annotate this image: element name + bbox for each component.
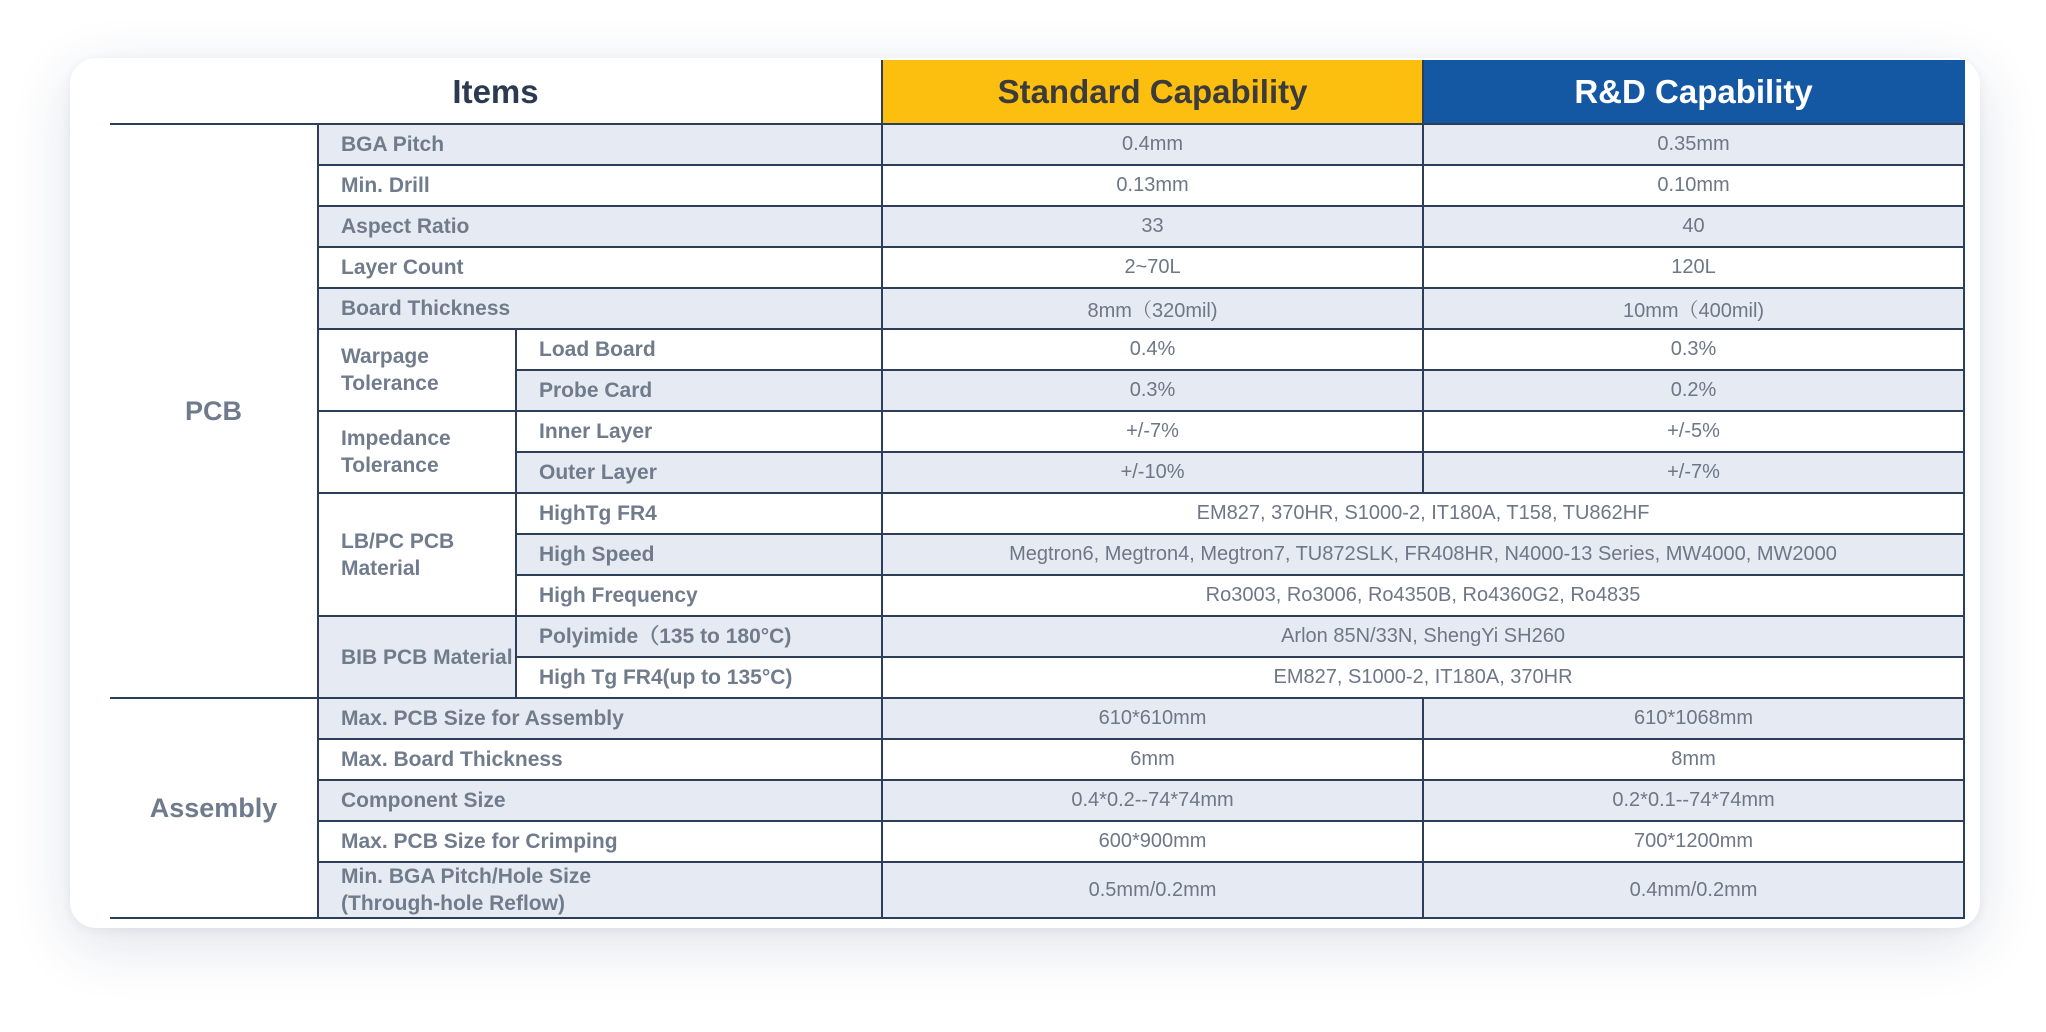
row-label: Polyimide（135 to 180°C) — [516, 616, 882, 657]
table-row — [110, 739, 1964, 780]
header-standard-capability: Standard Capability — [882, 60, 1423, 124]
table-row — [110, 862, 1964, 918]
group-label-pcb: PCB — [110, 124, 318, 698]
row-label: High Frequency — [516, 575, 882, 616]
row-label: High Speed — [516, 534, 882, 575]
standard-value: 8mm（320mil) — [882, 288, 1423, 329]
table-row — [110, 780, 1964, 821]
standard-value: +/-10% — [882, 452, 1423, 493]
row-label: Component Size — [318, 780, 882, 821]
table-row — [110, 411, 1964, 452]
row-label: Outer Layer — [516, 452, 882, 493]
table-row — [110, 821, 1964, 862]
row-label: Max. PCB Size for Assembly — [318, 698, 882, 739]
rd-value: 8mm — [1423, 739, 1964, 780]
rd-value: 700*1200mm — [1423, 821, 1964, 862]
standard-value: 0.4% — [882, 329, 1423, 370]
row-label: Min. Drill — [318, 165, 882, 206]
header-items: Items — [110, 60, 882, 124]
standard-value: 33 — [882, 206, 1423, 247]
row-label: Load Board — [516, 329, 882, 370]
subgroup-label-bib-material: BIB PCB Material — [318, 616, 516, 698]
subgroup-label-impedance: Impedance Tolerance — [318, 411, 516, 493]
table-row — [110, 698, 1964, 739]
standard-value: 600*900mm — [882, 821, 1423, 862]
standard-value: +/-7% — [882, 411, 1423, 452]
table-row — [110, 165, 1964, 206]
rd-value: 0.3% — [1423, 329, 1964, 370]
rd-value: 0.4mm/0.2mm — [1423, 862, 1964, 918]
row-label: BGA Pitch — [318, 124, 882, 165]
table-row — [110, 206, 1964, 247]
row-label: High Tg FR4(up to 135°C) — [516, 657, 882, 698]
standard-value: 6mm — [882, 739, 1423, 780]
table-header-row — [110, 60, 1964, 124]
standard-value: 610*610mm — [882, 698, 1423, 739]
rd-value: 0.35mm — [1423, 124, 1964, 165]
header-rd-capability: R&D Capability — [1423, 60, 1964, 124]
row-label: HighTg FR4 — [516, 493, 882, 534]
group-label-assembly: Assembly — [110, 698, 318, 918]
table-row — [110, 247, 1964, 288]
table-row — [110, 493, 1964, 534]
capability-table — [110, 60, 1965, 919]
subgroup-label-warpage: Warpage Tolerance — [318, 329, 516, 411]
row-label: Max. PCB Size for Crimping — [318, 821, 882, 862]
shared-value: Ro3003, Ro3006, Ro4350B, Ro4360G2, Ro4835 — [882, 575, 1964, 616]
rd-value: 0.10mm — [1423, 165, 1964, 206]
standard-value: 0.5mm/0.2mm — [882, 862, 1423, 918]
row-label: Max. Board Thickness — [318, 739, 882, 780]
row-label: Inner Layer — [516, 411, 882, 452]
table-row — [110, 616, 1964, 657]
rd-value: 610*1068mm — [1423, 698, 1964, 739]
rd-value: 120L — [1423, 247, 1964, 288]
rd-value: 0.2% — [1423, 370, 1964, 411]
rd-value: +/-7% — [1423, 452, 1964, 493]
row-label: Layer Count — [318, 247, 882, 288]
row-label: Min. BGA Pitch/Hole Size (Through-hole Reflow) — [318, 862, 882, 918]
table-row — [110, 124, 1964, 165]
subgroup-label-lbpc-material: LB/PC PCB Material — [318, 493, 516, 616]
standard-value: 2~70L — [882, 247, 1423, 288]
rd-value: +/-5% — [1423, 411, 1964, 452]
shared-value: Megtron6, Megtron4, Megtron7, TU872SLK, FR408HR, N4000-13 Series, MW4000, MW2000 — [882, 534, 1964, 575]
table-row — [110, 329, 1964, 370]
table-row — [110, 288, 1964, 329]
rd-value: 40 — [1423, 206, 1964, 247]
standard-value: 0.3% — [882, 370, 1423, 411]
row-label: Probe Card — [516, 370, 882, 411]
standard-value: 0.13mm — [882, 165, 1423, 206]
row-label: Aspect Ratio — [318, 206, 882, 247]
shared-value: EM827, S1000-2, IT180A, 370HR — [882, 657, 1964, 698]
row-label: Board Thickness — [318, 288, 882, 329]
shared-value: EM827, 370HR, S1000-2, IT180A, T158, TU862HF — [882, 493, 1964, 534]
rd-value: 0.2*0.1--74*74mm — [1423, 780, 1964, 821]
standard-value: 0.4mm — [882, 124, 1423, 165]
shared-value: Arlon 85N/33N, ShengYi SH260 — [882, 616, 1964, 657]
standard-value: 0.4*0.2--74*74mm — [882, 780, 1423, 821]
rd-value: 10mm（400mil) — [1423, 288, 1964, 329]
